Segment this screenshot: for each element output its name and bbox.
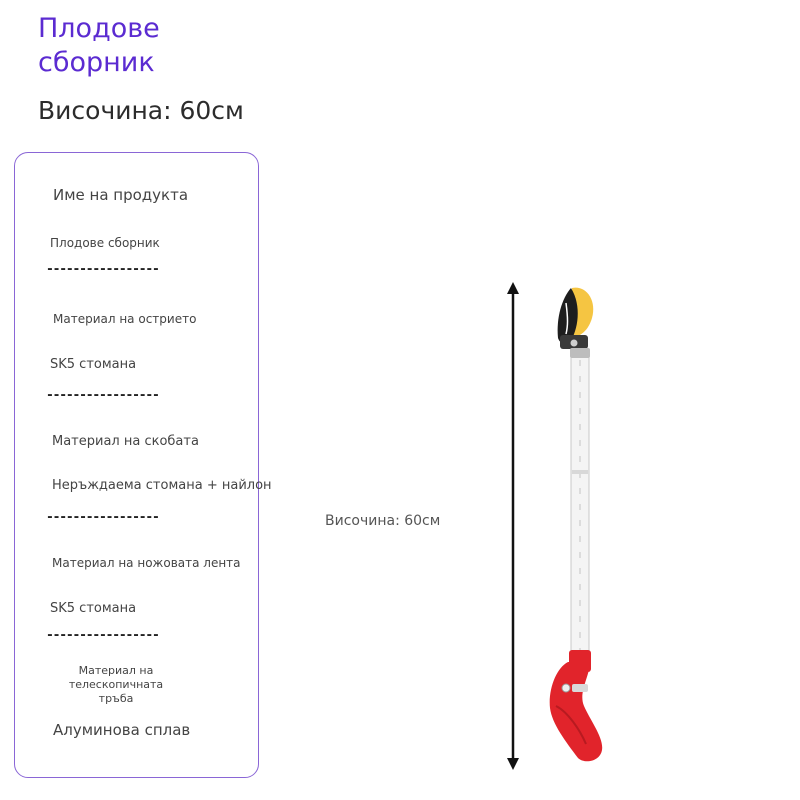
height-arrow <box>507 282 519 770</box>
spec-divider: ----------------- <box>46 388 159 403</box>
height-label: Височина: 60см <box>38 96 244 125</box>
spec-tube-value: Алуминова сплав <box>53 721 191 739</box>
diagram-height-label: Височина: 60см <box>325 513 441 529</box>
product-title: Плодове сборник <box>38 13 160 78</box>
spec-divider: ----------------- <box>46 262 159 277</box>
spec-bracket-label: Материал на скобата <box>52 434 199 449</box>
spec-blade-value: SK5 стомана <box>50 357 137 372</box>
spec-divider: ----------------- <box>46 628 159 643</box>
spec-name-value: Плодове сборник <box>50 236 160 250</box>
cutter-head <box>558 288 594 358</box>
spec-divider: ----------------- <box>46 510 159 525</box>
spec-saw-value: SK5 стомана <box>50 601 137 616</box>
spec-saw-label: Материал на ножовата лента <box>52 556 241 570</box>
red-handle <box>550 650 603 761</box>
spec-name-label: Име на продукта <box>53 186 189 204</box>
spec-tube-label: Материал на телескопичната тръба <box>68 664 164 705</box>
spec-blade-label: Материал на острието <box>53 312 197 326</box>
spec-bracket-value: Неръждаема стомана + найлон <box>52 478 272 493</box>
